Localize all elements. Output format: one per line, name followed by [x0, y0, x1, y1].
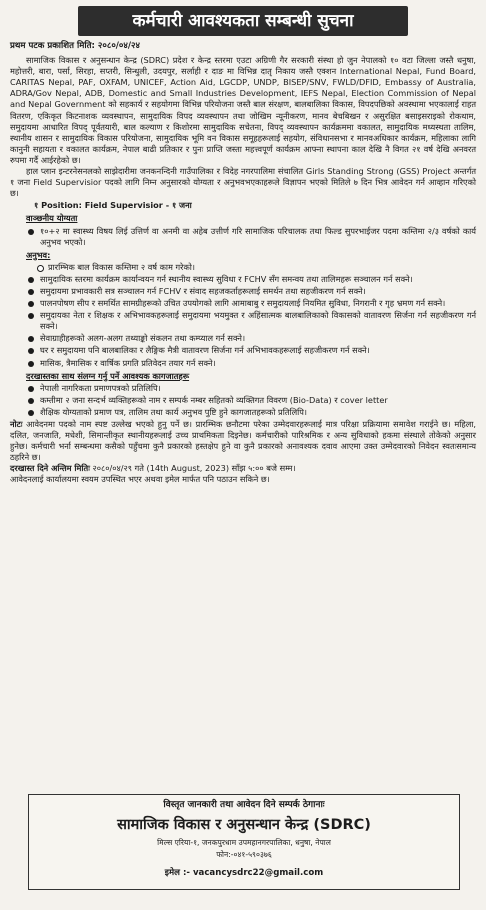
notice-body — [10, 40, 476, 486]
organization-phone: फोन:-०४१-५९०३७६ — [216, 850, 272, 859]
apply-method: आवेदनलाई कार्यालयमा स्वयम उपस्थित भएर अथवा इमेल मार्फत पनि पठाउन सकिने छ। — [10, 474, 270, 485]
documents-heading: दरखास्तका साथ संलग्न गर्नु पर्ने आवश्यक कागजातहरू — [26, 370, 190, 381]
list-item: कम्तीमा २ जना सन्दर्भ व्यक्तिहरूको नाम र सम्पर्क नम्बर सहितको व्यक्तिगत विवरण (Bio-Data) र cover letter — [10, 395, 476, 406]
duties-list — [10, 274, 476, 369]
list-item: पालनपोषण सीप र समर्थित सामग्रीहरूको उचित उपयोगको लागि आमाबाबु र समुदायलाई नियमित सुविधा, निगरानी र गृह भ्रमण गर्न सक्ने। — [10, 298, 476, 309]
list-item: घर र समुदायमा पनि बालबालिका र लैङ्गिक मैत्री वातावरण सिर्जना गर्न अभिभावकहरूलाई सहजीकरण गर्न सक्ने। — [10, 345, 476, 356]
note-label: नोटः — [10, 419, 23, 429]
note-paragraph — [10, 419, 476, 463]
list-item: नेपाली नागरिकता प्रमाणपत्रको प्रतिलिपि। — [10, 383, 476, 394]
experience-list — [34, 262, 476, 273]
deadline-value: २०८०/०४/२९ गते (14th August, 2023) साँझ ५:०० बजे सम्म। — [92, 463, 296, 474]
list-item: सेवाग्राहीहरूको अलग-अलग तथ्याङ्को संकलन तथा कम्प्याल गर्न सक्ने। — [10, 333, 476, 344]
organization-email[interactable]: इमेल :- vacancysdrc22@gmail.com — [164, 868, 324, 878]
contact-box — [28, 794, 460, 890]
organization-address: मिल्स एरिया-१, जनकपुरधाम उपमहानगरपालिका, धनुषा, नेपाल — [157, 838, 331, 847]
position-title: १ Position: Field Supervisior - १ जना — [34, 200, 192, 211]
list-item: प्रारम्भिक बाल विकास कम्तिमा २ वर्ष काम गरेको। — [34, 262, 476, 273]
deadline-line — [10, 463, 476, 474]
list-item: सामुदायिक स्तरमा कार्यक्रम कार्यान्वयन गर्न स्थानीय स्वास्थ्य सुविधा र FCHV सँग समन्वय तथा तालिमहरू सञ्चालन गर्न सक्ने। — [10, 274, 476, 285]
notice-title: कर्मचारी आवश्यकता सम्बन्धी सुचना — [78, 6, 408, 36]
list-item: समुदायका नेता र शिक्षक र अभिभावकहरूलाई समुदायमा भयमुक्त र अहिंसात्मक बालबालिकाको विकासको वातावरण सिर्जना गर्न सहजीकरण गर्न सक्ने। — [10, 310, 476, 332]
note-text: आवेदनमा पदको नाम स्पष्ट उल्लेख भएको हुनु पर्ने छ। प्रारम्भिक छनौटमा परेका उम्मेदवारहरूलाई मात्र परिक्षा प्रक्रियामा समावेश गराईने छ। महिला, दलित, जनजाति, मधेशी, सिमान्तीकृत स्थानीयहरूलाई उच्च प्राथमिकता दिइनेछ। कर्मचारीको पारिश्रमिक र अन्य सुविधाको हकमा संस्थाले तोकेको अनुसार हुनेछ। कर्मचारी भर्ना सम्बन्धमा कसैको पहुँचमा कुनै प्रकारको हस्तक्षेप हुने वा कुनै प्रकारको अनावश्यक दवाव आएमा उक्त उम्मेदवारको निवेदन स्वतःसमान्य ठहरिने छ। — [10, 419, 476, 463]
published-date: प्रथम पटक प्रकाशित मिति: २०८०/०४/२४ — [10, 41, 140, 51]
list-item: मासिक, त्रैमासिक र वार्षिक प्रगति प्रतिवेदन तयार गर्न सक्ने। — [10, 358, 476, 369]
list-item: समुदायमा प्रभावकारी सत्र सञ्चालन गर्न FCHV र संवाद सहजकर्ताहरूलाई समर्थन तथा सहजीकरण गर्न सक्ने। — [10, 286, 476, 297]
project-paragraph: हाल प्लान इन्टरनेसनलको साझेदारीमा जनकनन्दिनी गाउँपालिका र विदेह नगरपालिमा संचालित Girls Standing Strong (GSS) Project अन्तर्गत १ जना Field Supervisior पदको लागि निम्न अनुसारको योग्यता र अनुभवभएकाहरूले विज्ञापन भएको मितिले ७ दिन भित्र आवेदन गर्न आव्हान गरिएको छ। — [10, 166, 476, 199]
list-item: १०+२ मा स्वास्थ्य विषय लिई उत्तिर्ण वा अनमी वा अहेब उत्तीर्ण गरि सामाजिक परिचालक तथा फिल्ड सुपरभाईजर पदमा कम्तिमा २/३ वर्षको कार्य अनुभव भएको। — [10, 226, 476, 248]
intro-paragraph: सामाजिक विकास र अनुसन्धान केन्द्र (SDRC) प्रदेश र केन्द्र स्तरमा एउटा अग्रिणी गैर सरकारी संस्था हो जुन नेपालको १० वटा जिल्ला जस्तै धनुषा, महोत्तरी, बारा, पर्सा, सिरहा, सप्तरी, सिन्धुली, उदयपुर, सर्लाही र दाङ मा विभिन्न दातृ निकाय जस्तै एक्शन International Nepal, Fund Board, CARITAS Nepal, PAF, OXFAM, UNICEF, Action Aid, LGCDP, UNDP, BISEP/SNV, FWLD/DFID, Embassy of Australia, ADRA/Gov Nepal, ADB, Domestic and Small Industries Development, IEFS Nepal, Election Commission of Nepal and Nepal Government को सहकार्य र सहयोगमा विभिन्न परियोजना जस्तै बाल संरक्षण, बालबालिका विकास, विपदपछिको अवस्थामा भएकालाई राहत वितरण, एकिकृत किटनाशक व्यवस्थापन, सामुदायिक विपद व्यवस्थापन तथा जोखिम न्यूनीकरण, मानव बेचबिखन र असुरक्षित बसाइसराइको रोकथाम, समुदायमा आधारित विपद् पूर्वतयारी, बाल कल्याण र किशोरमा सामुदायिक सचेतना, विपद् व्यवस्थापन कार्यक्रममा वकालत, सामुदायिक मध्यस्थता तालिम, स्थानीय शासन र सामुदायिक विकास परियोजना, सामुदायिक भूमि वन विकास समूहहरूलाई सहयोग, संविधानसभा र मानवअधिकार कार्यक्रम, महिलाका लागि कानुनी सहायता र वकालत कार्यक्रम, नेपाल बाढी प्रतिकार र पुनः प्राप्ति जस्ता महत्त्वपूर्ण कार्यक्रम आफ्ना स्थापना काल देखि नै विगत २१ वर्ष देखि अनवरत रुपमा गर्दै आईरहेको छ। — [10, 55, 476, 165]
qualification-list — [10, 226, 476, 248]
documents-list — [10, 383, 476, 418]
list-item: शैक्षिक योग्यताको प्रमाण पत्र, तालिम तथा कार्य अनुभव पुष्टि हुने कागजातहरूको प्रतिलिपि। — [10, 407, 476, 418]
experience-heading: अनुभव: — [26, 249, 51, 260]
organization-name: सामाजिक विकास र अनुसन्धान केन्द्र (SDRC) — [117, 817, 371, 833]
deadline-label: दरखास्त दिने अन्तिम मितिः — [10, 463, 90, 474]
qualification-heading: वाञ्छनीय योग्यता — [26, 213, 78, 224]
contact-title: विस्तृत जानकारी तथा आवेदन दिने सम्पर्क ठेगानाः — [163, 800, 325, 810]
